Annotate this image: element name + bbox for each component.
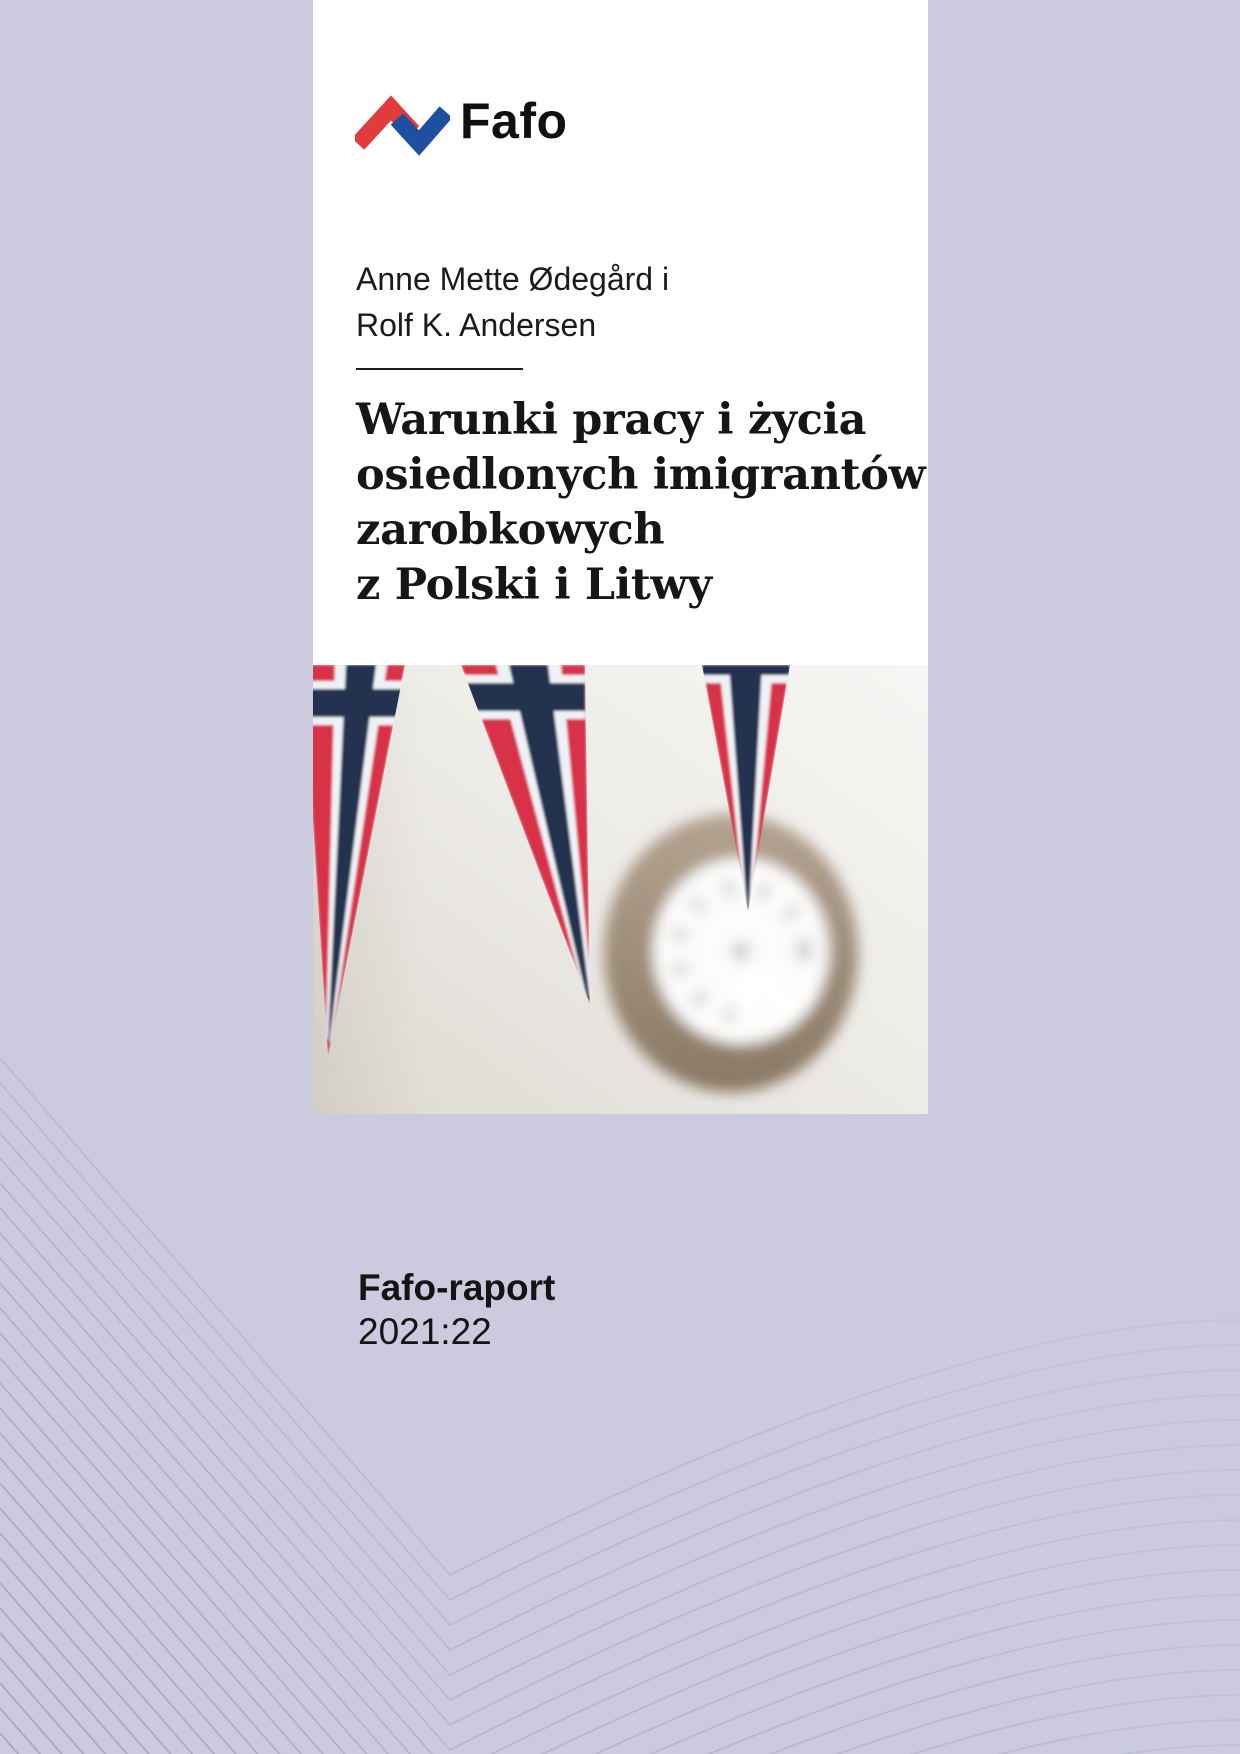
report-title: [356, 393, 925, 613]
title-line-4: z Polski i Litwy: [356, 560, 712, 610]
cover-panel: [313, 0, 928, 665]
report-series-label: Fafo-raport: [358, 1267, 556, 1308]
authors-block: [356, 256, 669, 348]
divider-rule: [356, 368, 523, 370]
fafo-logo-text: Fafo: [460, 93, 568, 149]
author-line-2: Rolf K. Andersen: [356, 307, 597, 343]
report-series-block: [358, 1266, 555, 1354]
fafo-logo-icon: [355, 86, 450, 156]
wall-clock: [604, 814, 858, 1092]
report-number: 2021:22: [358, 1311, 492, 1352]
title-line-2: osiedlonych imigrantów: [356, 450, 926, 500]
fafo-logo: [355, 86, 568, 156]
title-line-3: zarobkowych: [356, 505, 665, 555]
title-line-1: Warunki pracy i życia: [356, 395, 867, 445]
cover-photo: [313, 665, 928, 1114]
author-line-1: Anne Mette Ødegård i: [356, 261, 670, 297]
